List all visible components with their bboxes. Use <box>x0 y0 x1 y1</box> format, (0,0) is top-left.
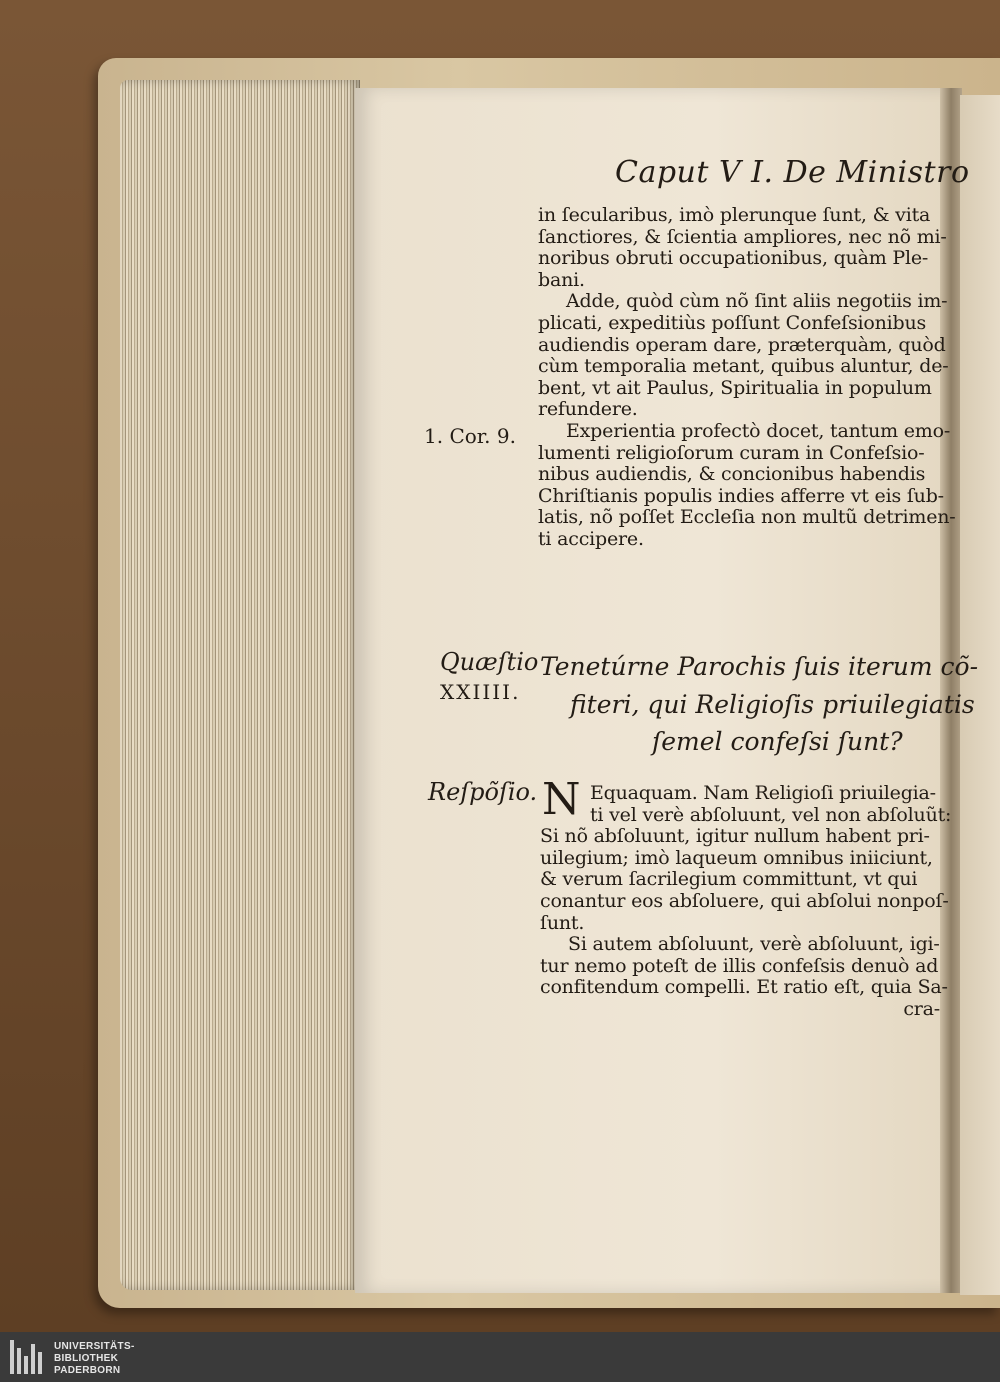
margin-note-quaestio: Quæſtio <box>440 648 539 676</box>
text-line: plicati, expeditiùs poſſunt Confeſsionibus <box>538 311 927 334</box>
text-line: uilegium; imò laqueum omnibus iniiciunt, <box>540 846 933 869</box>
text-line: Experientia profectò docet, tantum emo- <box>566 419 951 442</box>
library-logo-icon <box>10 1340 48 1374</box>
library-footer <box>0 1332 1000 1382</box>
text-line: latis, nõ poſſet Eccleſia non multũ detrimen- <box>538 506 956 529</box>
running-header: Caput V I. De Ministro <box>615 155 970 190</box>
text-line: noribus obruti occupationibus, quàm Ple- <box>538 247 929 270</box>
text-line: conantur eos abſoluere, qui abſolui nonpoſ- <box>540 889 949 912</box>
question-line: ſemel confeſsi ſunt? <box>652 727 903 756</box>
library-name-line: UNIVERSITÄTS- <box>54 1341 135 1352</box>
margin-note-number: XXIIII. <box>440 680 521 704</box>
catchword: cra- <box>903 997 940 1020</box>
question-line: fiteri, qui Religioſis priuilegiatis <box>570 690 975 719</box>
text-line: cùm temporalia metant, quibus aluntur, de- <box>538 355 949 378</box>
text-line: nibus audiendis, & concionibus habendis <box>538 463 926 486</box>
text-line: in ſecularibus, imò plerunque ſunt, & vita <box>538 204 931 226</box>
text-line: Si nõ abſoluunt, igitur nullum habent pri- <box>540 825 930 848</box>
text-line: tur nemo poteſt de illis confeſsis denuò ad <box>540 954 939 977</box>
text-line: ſanctiores, & ſcientia ampliores, nec nõ mi- <box>538 225 947 248</box>
text-line: confitendum compelli. Et ratio eſt, quia Sa- <box>540 976 948 999</box>
text-line: & verum ſacrilegium committunt, vt qui <box>540 868 918 891</box>
text-line: ti vel verè abſoluunt, vel non abſoluũt: <box>590 803 952 826</box>
library-name-line: BIBLIOTHEK <box>54 1353 119 1364</box>
text-line: audiendis operam dare, præterquàm, quòd <box>538 333 946 356</box>
text-line: bani. <box>538 268 585 291</box>
text-line: lumenti religioſorum curam in Confeſsio- <box>538 441 925 464</box>
text-line: ti accipere. <box>538 527 644 550</box>
text-line: refundere. <box>538 398 638 421</box>
body-text <box>538 204 956 550</box>
text-line: Adde, quòd cùm nõ ſint aliis negotiis im- <box>566 290 948 313</box>
drop-capital: N <box>542 774 581 825</box>
text-line: Equaquam. Nam Religioſi priuilegia- <box>590 782 936 804</box>
text-line: Chriſtianis populis indies afferre vt eis ſub- <box>538 484 944 507</box>
question-line: Tenetúrne Parochis ſuis iterum cõ- <box>540 652 979 681</box>
response-text <box>540 782 950 1020</box>
page-edges <box>120 80 360 1290</box>
text-line: bent, vt ait Paulus, Spiritualia in populum <box>538 376 932 399</box>
margin-note-responsio: Reſpõſio. <box>428 778 538 806</box>
library-name-line: PADERBORN <box>54 1365 121 1376</box>
margin-note-reference: 1. Cor. 9. <box>424 424 516 448</box>
text-line: Si autem abſoluunt, verè abſoluunt, igi- <box>568 933 940 956</box>
text-line: ſunt. <box>540 911 585 934</box>
